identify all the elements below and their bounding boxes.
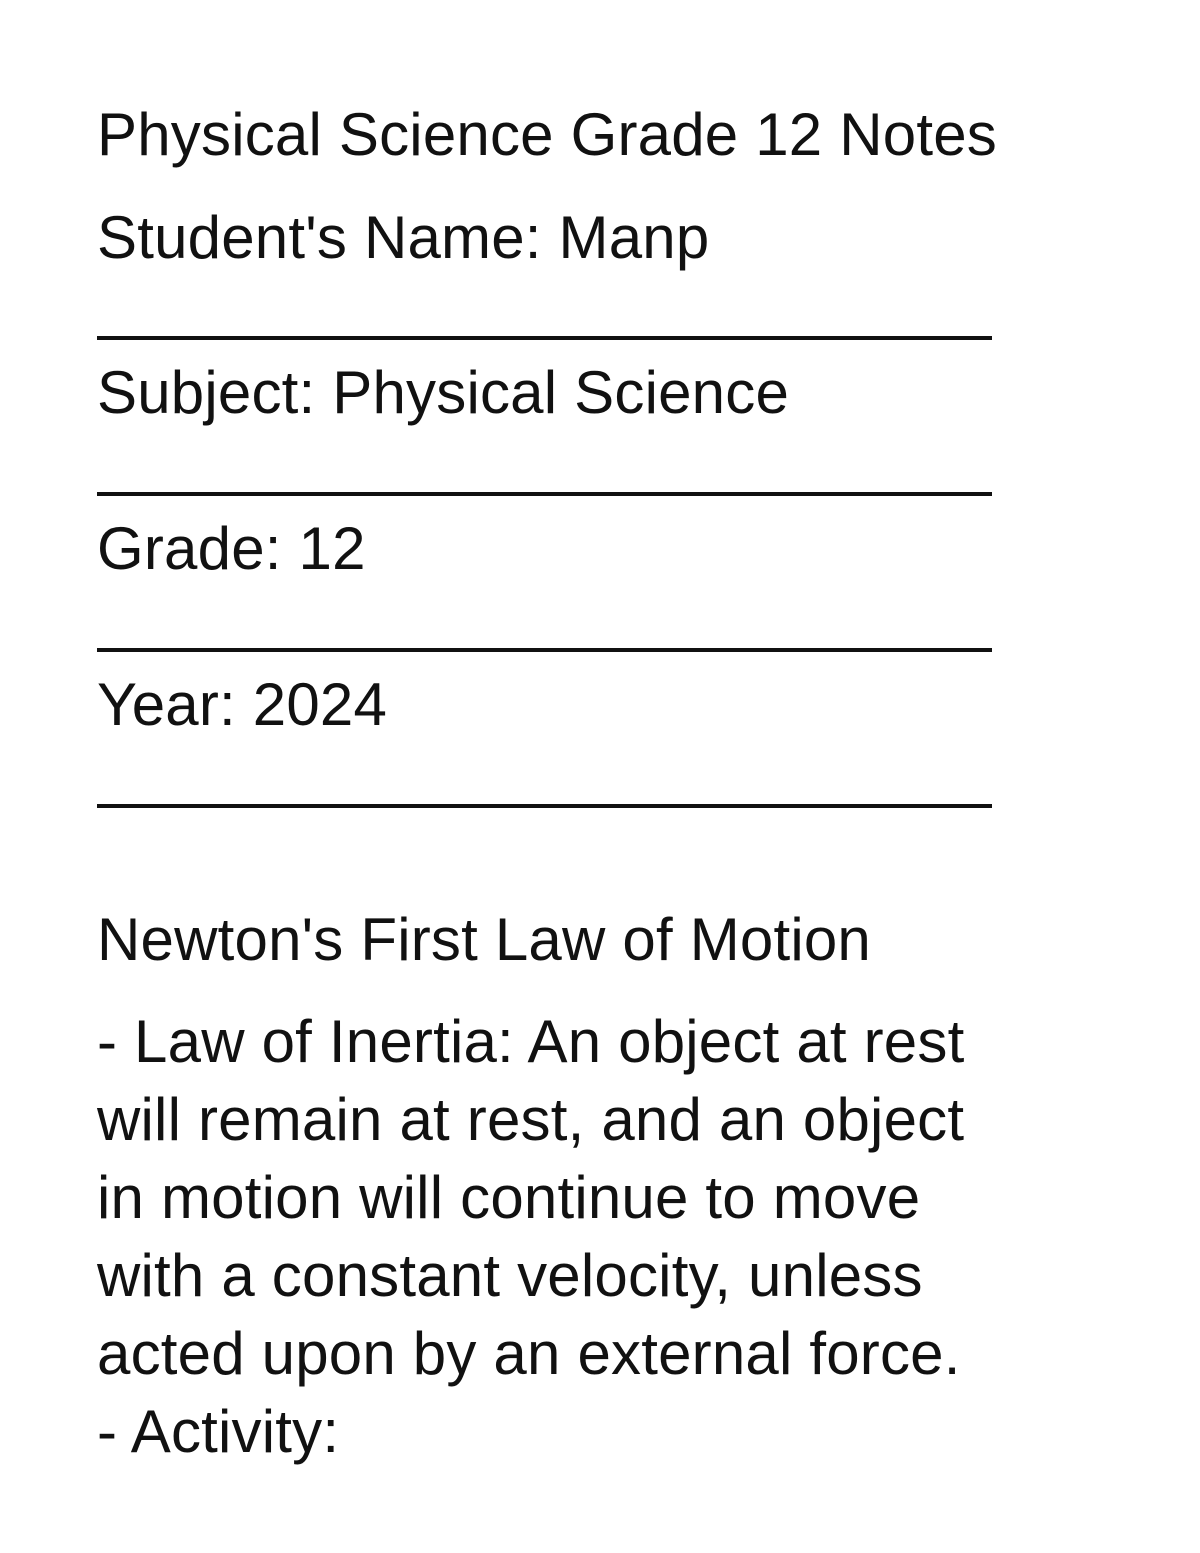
divider-line [97, 648, 992, 652]
page-title: Physical Science Grade 12 Notes [97, 101, 997, 168]
grade-field: Grade: 12 [97, 515, 366, 582]
body-line: - Activity: [97, 1398, 340, 1465]
body-line: with a constant velocity, unless [97, 1242, 923, 1309]
body-line: will remain at rest, and an object [97, 1086, 965, 1153]
divider-line [97, 804, 992, 808]
divider-line [97, 336, 992, 340]
section-body [97, 1003, 964, 1471]
subject-field: Subject: Physical Science [97, 359, 790, 426]
body-line: in motion will continue to move [97, 1164, 921, 1231]
body-line: - Law of Inertia: An object at rest [97, 1008, 965, 1075]
student-name-field: Student's Name: Manp [97, 204, 710, 271]
body-line: acted upon by an external force. [97, 1320, 961, 1387]
year-field: Year: 2024 [97, 671, 388, 738]
section-heading: Newton's First Law of Motion [97, 906, 871, 973]
divider-line [97, 492, 992, 496]
